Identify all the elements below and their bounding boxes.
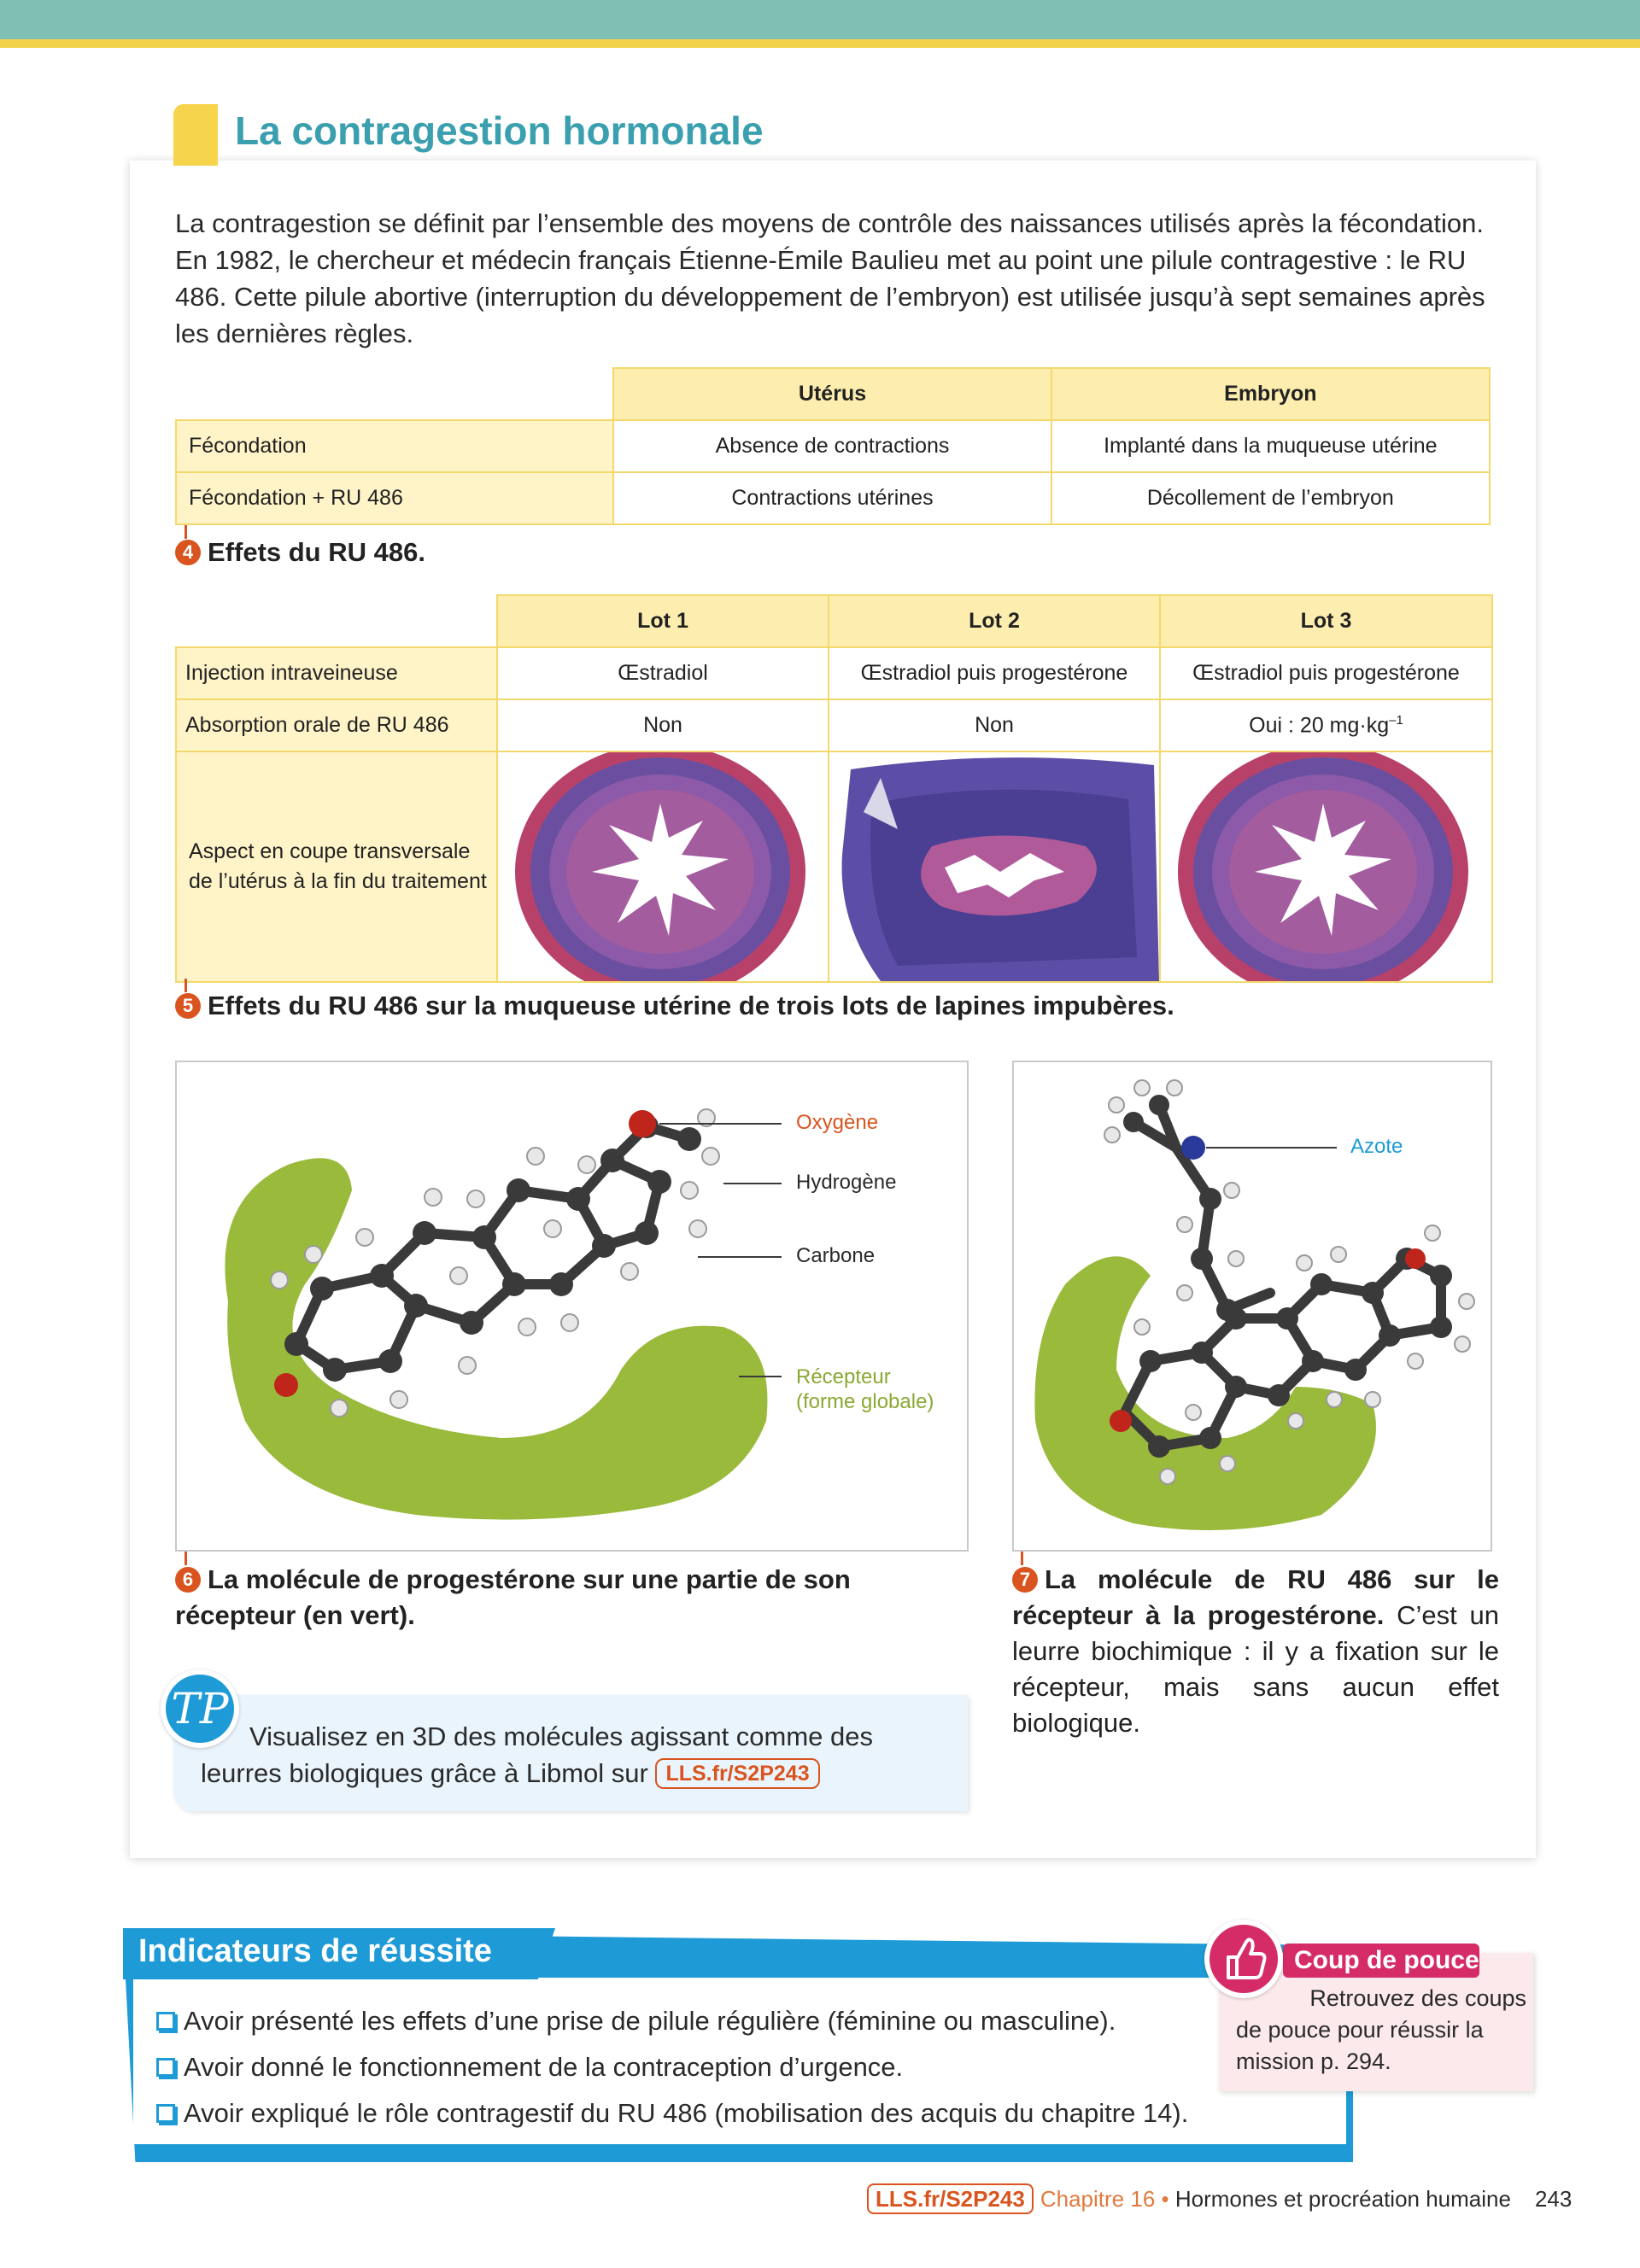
doc5-cell: Non	[497, 699, 829, 751]
uterus-section-lot2	[829, 751, 1160, 982]
doc5-dose-exponent: –1	[1389, 712, 1403, 728]
label-receptor-form: (forme globale)	[796, 1390, 934, 1413]
tp-text	[201, 1718, 952, 1792]
doc4-caption-text: Effets du RU 486.	[208, 537, 425, 567]
table-row	[176, 647, 1492, 699]
list-item	[156, 2044, 1188, 2090]
doc6-caption	[175, 1562, 978, 1634]
doc6-caption-text: La molécule de progestérone sur une partie de son récepteur (en vert).	[175, 1564, 851, 1630]
doc4-col-header: Embryon	[1051, 368, 1490, 420]
doc4-row-label: Fécondation + RU 486	[176, 472, 613, 524]
footer-link[interactable]: LLS.fr/S2P243	[867, 2183, 1034, 2214]
coup-de-pouce-line1: Retrouvez des coups	[1309, 1985, 1526, 2011]
coup-de-pouce-text	[1236, 1983, 1526, 2078]
doc5-row-label: Injection intraveineuse	[176, 647, 497, 699]
tp-icon: TP	[161, 1669, 239, 1748]
doc5-table	[175, 594, 1493, 983]
table-row	[176, 699, 1492, 751]
doc5-corner	[176, 595, 497, 647]
label-carbon: Carbone	[796, 1244, 876, 1267]
doc5-cell: Œstradiol puis progestérone	[829, 647, 1160, 699]
title-tab	[173, 104, 218, 166]
page-footer	[867, 2183, 1572, 2214]
ru486-molecule-illustration	[1014, 1062, 1492, 1552]
tp-link[interactable]: LLS.fr/S2P243	[655, 1758, 819, 1789]
doc5-cell: Œstradiol puis progestérone	[1160, 647, 1492, 699]
coup-de-pouce-line2: de pouce pour réussir la mission p. 294.	[1236, 2017, 1484, 2074]
progesterone-figure	[175, 1061, 969, 1552]
doc5-row-label: Aspect en coupe transversale de l’utérus à la fin du traitement	[176, 751, 497, 982]
doc5-cell	[1160, 699, 1492, 751]
doc5-caption	[175, 988, 1174, 1024]
doc4-row-label: Fécondation	[176, 420, 613, 472]
footer-chapter-title: Hormones et procréation humaine	[1174, 2186, 1511, 2212]
doc5-dose-text: Oui : 20 mg·kg	[1249, 713, 1390, 738]
label-nitrogen: Azote	[1350, 1135, 1403, 1158]
uterus-section-lot1	[497, 751, 829, 982]
coup-de-pouce-title: Coup de pouce	[1294, 1946, 1479, 1974]
doc4-cell: Absence de contractions	[613, 420, 1051, 472]
list-item	[156, 2090, 1188, 2136]
checkbox-icon[interactable]	[156, 2012, 175, 2031]
doc7-caption-normal: C’est un leurre biochimique : il y a fixation sur le récepteur, mais sans aucun effet biologique.	[1012, 1600, 1499, 1738]
indicators-title: Indicateurs de réussite	[138, 1933, 492, 1969]
table-row	[176, 472, 1490, 524]
doc5-cell: Non	[829, 699, 1160, 751]
tp-text-body: Visualisez en 3D des molécules agissant comme des leurres biologiques grâce à Libmol sur	[201, 1721, 874, 1788]
doc6-number: 6	[175, 1567, 201, 1593]
checkbox-icon[interactable]	[156, 2058, 175, 2077]
doc5-col-header: Lot 3	[1160, 595, 1492, 647]
doc7-caption	[1012, 1562, 1499, 1741]
header-teal-bar	[0, 0, 1640, 39]
doc4-table	[175, 367, 1491, 525]
doc5-number: 5	[175, 993, 201, 1019]
progesterone-molecule-illustration	[177, 1062, 969, 1552]
doc4-cell: Implanté dans la muqueuse utérine	[1051, 420, 1490, 472]
footer-chapter: Chapitre 16	[1040, 2186, 1156, 2212]
section-title: La contragestion hormonale	[235, 108, 764, 153]
doc4-col-header: Utérus	[613, 368, 1051, 420]
doc5-caption-text: Effets du RU 486 sur la muqueuse utérine de trois lots de lapines impubères.	[208, 991, 1174, 1020]
doc4-caption	[175, 535, 425, 570]
doc4-cell: Décollement de l’embryon	[1051, 472, 1490, 524]
doc4-corner	[176, 368, 613, 420]
doc5-col-header: Lot 1	[497, 595, 829, 647]
uterus-section-lot3	[1160, 751, 1492, 982]
indicator-text: Avoir présenté les effets d’une prise de pilule régulière (féminine ou masculine).	[184, 2006, 1116, 2036]
label-oxygen: Oxygène	[796, 1111, 879, 1134]
doc7-number: 7	[1012, 1567, 1038, 1593]
list-item	[156, 1998, 1188, 2044]
checkbox-icon[interactable]	[156, 2104, 175, 2123]
page-number: 243	[1534, 2186, 1573, 2212]
doc7-caption-bold: La molécule de RU 486 sur le récepteur à la progestérone.	[1012, 1564, 1499, 1630]
label-receptor: Récepteur	[796, 1365, 891, 1388]
doc5-row-label: Absorption orale de RU 486	[176, 699, 497, 751]
doc5-col-header: Lot 2	[829, 595, 1160, 647]
doc5-cell: Œstradiol	[497, 647, 829, 699]
header-yellow-line	[0, 39, 1640, 48]
indicator-text: Avoir expliqué le rôle contragestif du RU 486 (mobilisation des acquis du chapitre 14).	[184, 2098, 1189, 2128]
intro-paragraph: La contragestion se définit par l’ensemble des moyens de contrôle des naissances utilisés après la fécondation. En 1982, le chercheur et médecin français Étienne-Émile Baulieu met au point une pilule contragestive : le RU 486. Cette pilule abortive (interruption du développement de l’embryon) est utilisée jusqu’à sept semaines après les dernières règles.	[175, 208, 1485, 348]
footer-separator: •	[1161, 2186, 1169, 2212]
indicators-list	[156, 1998, 1188, 2136]
table-row	[176, 751, 1492, 982]
doc4-cell: Contractions utérines	[613, 472, 1051, 524]
doc4-number: 4	[175, 540, 201, 565]
label-hydrogen: Hydrogène	[796, 1171, 897, 1194]
ru486-figure	[1012, 1061, 1492, 1552]
indicator-text: Avoir donné le fonctionnement de la contraception d’urgence.	[184, 2052, 904, 2082]
table-row	[176, 420, 1490, 472]
